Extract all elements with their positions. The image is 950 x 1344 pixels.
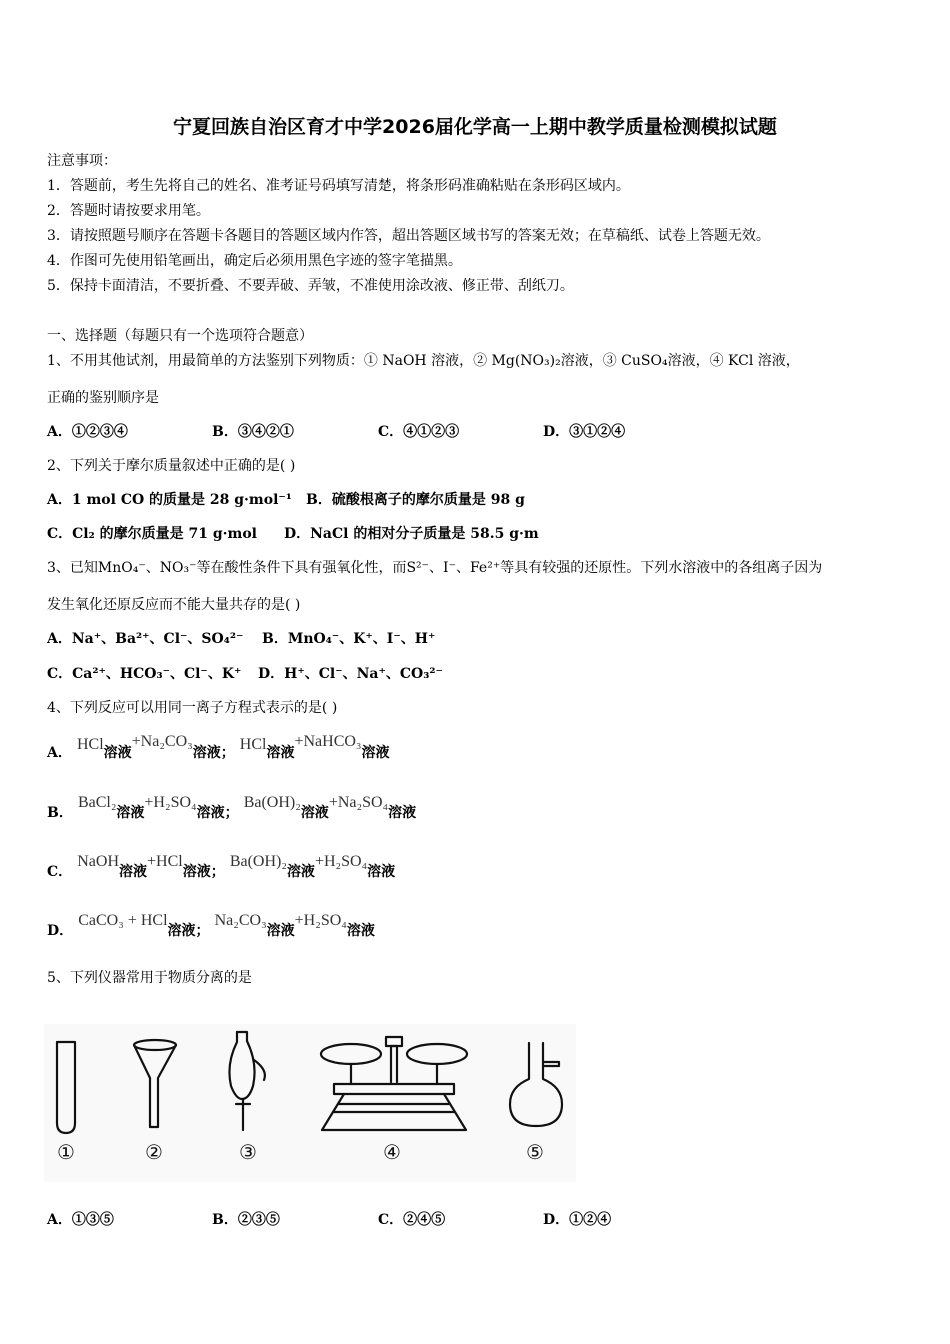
q1-option-a: A．①②③④ <box>47 424 128 440</box>
formula: Ba(OH)₂ <box>243 794 301 811</box>
notice-item: 1．答题前，考生先将自己的姓名、准考证号码填写清楚，将条形码准确粘贴在条形码区域内。 <box>47 178 630 194</box>
question-3-stem-cont: 发生氧化还原反应而不能大量共存的是( ) <box>47 597 301 613</box>
funnel-icon <box>134 1040 176 1127</box>
balance-icon <box>321 1037 467 1130</box>
separatory-funnel-icon <box>229 1032 264 1130</box>
option-label: D． <box>47 923 74 939</box>
formula: Na₂CO₃ <box>214 912 267 929</box>
apparatus-drawing <box>44 1024 576 1182</box>
formula: +HCl <box>147 853 183 870</box>
solution-text: 溶液 <box>300 805 329 821</box>
formula: Ba(OH)₂ <box>229 853 287 870</box>
notice-item: 5．保持卡面清洁，不要折叠、不要弄破、弄皱，不准使用涂改液、修正带、刮纸刀。 <box>47 278 574 294</box>
notice-item: 4．作图可先使用铅笔画出，确定后必须用黑色字迹的签字笔描黑。 <box>47 253 462 269</box>
question-4-stem: 4、下列反应可以用同一离子方程式表示的是( ) <box>47 700 338 716</box>
option-label: A． <box>47 745 72 761</box>
q3-option-c: C．Ca²⁺、HCO₃⁻、Cl⁻、K⁺ <box>47 666 242 682</box>
solution-text: 溶液 <box>266 745 295 761</box>
q2-option-a: A．1 mol CO 的质量是 28 g·mol⁻¹ <box>47 492 292 508</box>
q5-option-c: C．②④⑤ <box>378 1212 446 1228</box>
option-label: C． <box>47 864 73 880</box>
solution-text: 溶液； <box>192 745 235 761</box>
notice-heading: 注意事项： <box>47 153 117 169</box>
formula: +H₂SO₄ <box>294 912 347 929</box>
q4-option-c <box>47 851 396 880</box>
apparatus-figure <box>44 1024 576 1182</box>
formula: HCl <box>239 736 267 753</box>
q1-option-b: B．③④②① <box>212 424 294 440</box>
formula: +H₂SO₄ <box>314 853 368 870</box>
page-title: 宁夏回族自治区育才中学2026届化学高一上期中教学质量检测模拟试题 <box>173 116 777 138</box>
formula: +NaHCO₃ <box>294 733 362 750</box>
solution-text: 溶液 <box>367 864 396 880</box>
solution-text: 溶液 <box>286 864 315 880</box>
q3-option-a: A．Na⁺、Ba²⁺、Cl⁻、SO₄²⁻ <box>47 631 244 647</box>
apparatus-label: ⑤ <box>526 1140 544 1164</box>
notice-item: 3．请按照题号顺序在答题卡各题目的答题区域内作答，超出答题区域书写的答案无效；在草稿纸、试卷上答题无效。 <box>47 228 770 244</box>
q5-option-b: B．②③⑤ <box>212 1212 280 1228</box>
question-1-stem: 1、不用其他试剂，用最简单的方法鉴别下列物质：① NaOH 溶液，② Mg(NO₃)₂溶液，③ CuSO₄溶液，④ KCl 溶液， <box>47 353 800 369</box>
solution-text: 溶液 <box>388 805 417 821</box>
section-heading: 一、选择题（每题只有一个选项符合题意） <box>47 328 313 344</box>
solution-text: 溶液 <box>361 745 390 761</box>
q3-option-d: D．H⁺、Cl⁻、Na⁺、CO₃²⁻ <box>258 666 443 682</box>
option-label: B． <box>47 805 73 821</box>
question-1-stem-cont: 正确的鉴别顺序是 <box>47 390 159 406</box>
formula: BaCl₂ <box>77 794 117 811</box>
formula: CaCO₃ + HCl <box>78 912 168 929</box>
apparatus-label: ③ <box>239 1140 257 1164</box>
notice-item: 2．答题时请按要求用笔。 <box>47 203 210 219</box>
formula: +H₂SO₄ <box>144 794 197 811</box>
q4-option-d <box>47 910 375 939</box>
q1-option-d: D．③①②④ <box>543 424 626 440</box>
q4-option-a <box>47 733 390 761</box>
q5-option-d: D．①②④ <box>543 1212 612 1228</box>
q5-option-a: A．①③⑤ <box>47 1212 114 1228</box>
solution-text: 溶液 <box>119 864 148 880</box>
solution-text: 溶液 <box>103 745 132 761</box>
q3-option-b: B．MnO₄⁻、K⁺、I⁻、H⁺ <box>262 631 436 647</box>
apparatus-label: ① <box>57 1140 75 1164</box>
question-5-stem: 5、下列仪器常用于物质分离的是 <box>47 970 252 986</box>
flask-icon <box>510 1043 562 1126</box>
formula: NaOH <box>77 853 120 870</box>
formula: +Na₂SO₄ <box>328 794 389 811</box>
q2-option-b: B．硫酸根离子的摩尔质量是 98 g <box>306 492 525 508</box>
q2-option-d: D．NaCl 的相对分子质量是 58.5 g·m <box>284 526 539 542</box>
solution-text: 溶液； <box>182 864 225 880</box>
formula: HCl <box>76 736 104 753</box>
question-2-stem: 2、下列关于摩尔质量叙述中正确的是( ) <box>47 458 296 474</box>
solution-text: 溶液； <box>196 805 239 821</box>
solution-text: 溶液 <box>266 923 295 939</box>
solution-text: 溶液 <box>346 923 375 939</box>
test-tube-icon <box>57 1042 75 1133</box>
q2-option-c: C．Cl₂ 的摩尔质量是 71 g·mol <box>47 526 257 542</box>
q1-option-c: C．④①②③ <box>378 424 460 440</box>
solution-text: 溶液 <box>116 805 145 821</box>
formula: +Na₂CO₃ <box>131 733 193 750</box>
solution-text: 溶液； <box>167 923 210 939</box>
question-3-stem: 3、已知MnO₄⁻、NO₃⁻等在酸性条件下具有强氧化性，而S²⁻、I⁻、Fe²⁺等具有较强的还原性。下列水溶液中的各组离子因为 <box>47 560 823 576</box>
apparatus-label: ② <box>145 1140 163 1164</box>
q4-option-b <box>47 792 417 821</box>
apparatus-label: ④ <box>383 1140 401 1164</box>
